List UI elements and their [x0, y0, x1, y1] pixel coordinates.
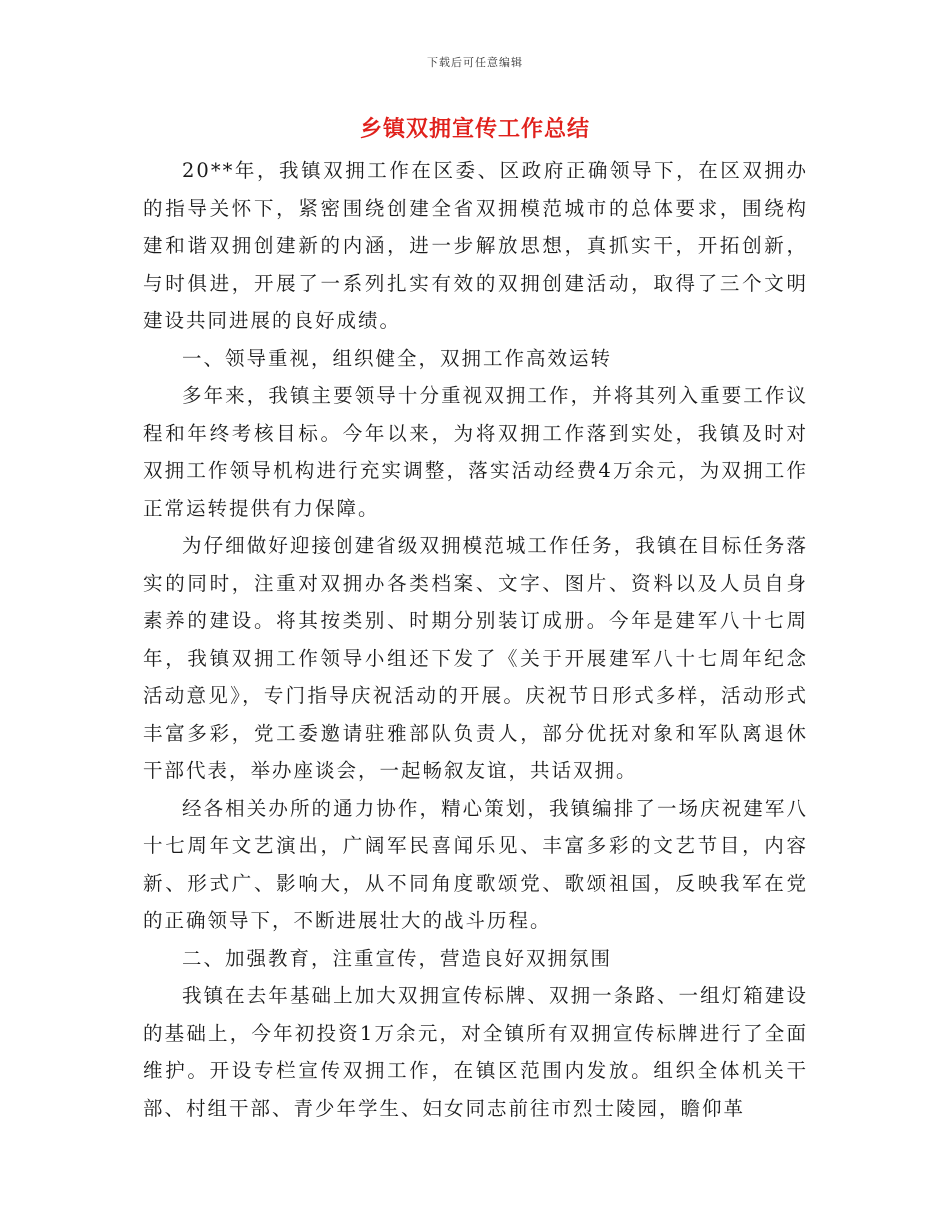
document-body [143, 152, 808, 1127]
section-heading-1: 一、领导重视，组织健全，双拥工作高效运转 [182, 346, 613, 370]
paragraph: 多年来，我镇主要领导十分重视双拥工作，并将其列入重要工作议程和年终考核目标。今年以来，为将双拥工作落到实处，我镇及时对双拥工作领导机构进行充实调整，落实活动经费4万余元，为双拥工作正常运转提供有力保障。 [143, 384, 808, 520]
paragraph-intro: 20**年，我镇双拥工作在区委、区政府正确领导下，在区双拥办的指导关怀下，紧密围绕创建全省双拥模范城市的总体要求，围绕构建和谐双拥创建新的内涵，进一步解放思想，真抓实干，开拓创新，与时俱进，开展了一系列扎实有效的双拥创建活动，取得了三个文明建设共同进展的良好成绩。 [143, 159, 808, 332]
paragraph: 为仔细做好迎接创建省级双拥模范城工作任务，我镇在目标任务落实的同时，注重对双拥办各类档案、文字、图片、资料以及人员自身素养的建设。将其按类别、时期分别装订成册。今年是建军八十七周年，我镇双拥工作领导小组还下发了《关于开展建军八十七周年纪念活动意见》，专门指导庆祝活动的开展。庆祝节日形式多样，活动形式丰富多彩，党工委邀请驻雅部队负责人，部分优抚对象和军队离退休干部代表，举办座谈会，一起畅叙友谊，共话双拥。 [143, 534, 808, 782]
paragraph: 经各相关办所的通力协作，精心策划，我镇编排了一场庆祝建军八十七周年文艺演出，广阔军民喜闻乐见、丰富多彩的文艺节目，内容新、形式广、影响大，从不同角度歌颂党、歌颂祖国，反映我军在党的正确领导下，不断进展壮大的战斗历程。 [143, 796, 808, 932]
section-heading-2: 二、加强教育，注重宣传，营造良好双拥氛围 [182, 946, 613, 970]
paragraph: 我镇在去年基础上加大双拥宣传标牌、双拥一条路、一组灯箱建设的基础上，今年初投资1万余元，对全镇所有双拥宣传标牌进行了全面维护。开设专栏宣传双拥工作，在镇区范围内发放。组织全体机关干部、村组干部、青少年学生、妇女同志前往市烈士陵园，瞻仰革 [143, 984, 808, 1120]
document-title: 乡镇双拥宣传工作总结 [359, 116, 590, 142]
header-note: 下载后可任意编辑 [427, 56, 523, 69]
